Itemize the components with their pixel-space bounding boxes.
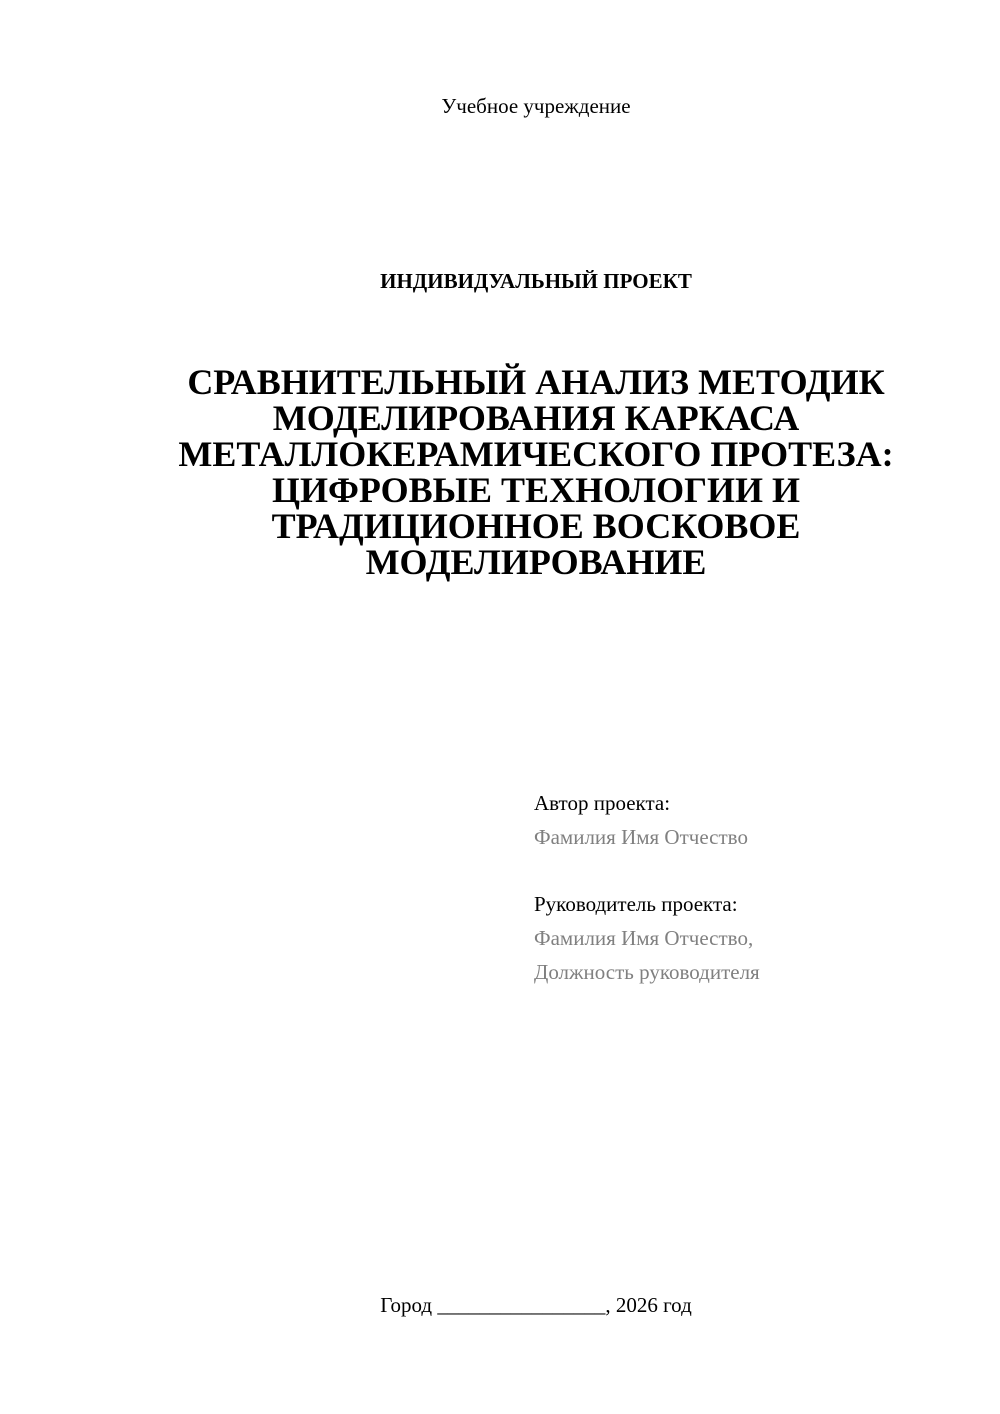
credits-spacer — [534, 854, 954, 887]
title-line: МЕТАЛЛОКЕРАМИЧЕСКОГО ПРОТЕЗА: — [178, 434, 894, 474]
title-line: ЦИФРОВЫЕ ТЕХНОЛОГИИ И — [271, 470, 801, 510]
credits-block — [534, 786, 954, 989]
institution-name: Учебное учреждение — [441, 94, 631, 118]
supervisor-label: Руководитель проекта: — [534, 892, 738, 916]
supervisor-position: Должность руководителя — [534, 960, 760, 984]
title-line: МОДЕЛИРОВАНИЯ КАРКАСА — [272, 398, 800, 438]
author-label: Автор проекта: — [534, 791, 671, 815]
project-title — [140, 364, 932, 580]
title-line: ТРАДИЦИОННОЕ ВОСКОВОЕ — [271, 506, 801, 546]
title-line: МОДЕЛИРОВАНИЕ — [365, 542, 707, 582]
supervisor-name: Фамилия Имя Отчество, — [534, 926, 754, 950]
city-year-line: Город ________________, 2026 год — [380, 1293, 692, 1317]
author-name: Фамилия Имя Отчество — [534, 825, 748, 849]
project-type-heading: ИНДИВИДУАЛЬНЫЙ ПРОЕКТ — [380, 269, 692, 293]
title-line: СРАВНИТЕЛЬНЫЙ АНАЛИЗ МЕТОДИК — [187, 362, 885, 402]
